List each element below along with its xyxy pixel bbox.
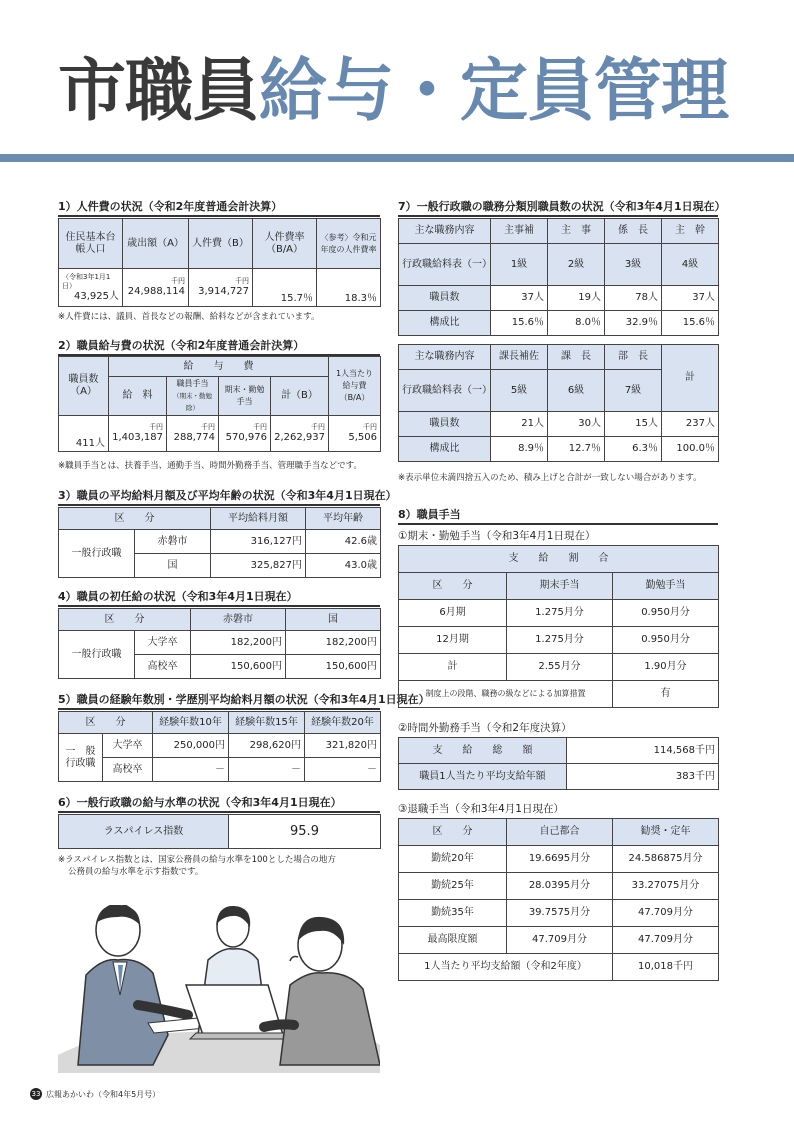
s5-header: 経験年数20年 [305, 712, 381, 734]
s7-t2-count: 237人 [662, 412, 719, 437]
s7-t1-grade: 2級 [548, 244, 605, 286]
s8-t3-b: 47.709月分 [613, 900, 719, 927]
s5-row-label: 大学卒 [103, 734, 153, 758]
s2-unit: 千円 [253, 423, 267, 431]
s7-t1-grade-label: 行政職給料表（一） [399, 244, 491, 286]
s5-table [58, 711, 381, 782]
s2-header: 1人当たり給与費（B/A） [329, 357, 381, 416]
s2-header: 計（B） [271, 377, 329, 416]
s4-header: 区 分 [59, 609, 191, 631]
s4-header: 赤磐市 [191, 609, 286, 631]
s8-t1-a: 2.55月分 [507, 654, 613, 681]
s7-t1-count-label: 職員数 [399, 286, 491, 311]
footer [30, 1088, 160, 1100]
s7-t1-ratio-label: 構成比 [399, 311, 491, 336]
s1-table [58, 218, 381, 307]
s8-t3-b: 47.709月分 [613, 927, 719, 954]
s2-value: 288,774 [173, 432, 215, 443]
s2-table [58, 356, 381, 452]
s1-unit: 千円 [235, 277, 249, 285]
s8-t3-row-label: 勤続25年 [399, 873, 507, 900]
s8-t2-r2-label: 職員1人当たり平均支給年額 [399, 764, 567, 790]
s7-t1-duty: 係 長 [605, 219, 662, 244]
s1-value: 43,925人 [74, 290, 119, 302]
s3-table [58, 507, 381, 578]
s5-value: － [153, 758, 229, 782]
s8-t3-b: 24.586875月分 [613, 846, 719, 873]
s7-t1-count: 19人 [548, 286, 605, 311]
s7-t2-duty: 課長補佐 [491, 345, 548, 370]
s7-t2-ratio: 6.3％ [605, 437, 662, 462]
title-part1: 市職員 [58, 52, 260, 131]
s8-t1-row-label: 6月期 [399, 600, 507, 627]
s7-note: ※表示単位未満四捨五入のため、積み上げと合計が一致しない場合があります。 [398, 473, 702, 483]
s2-header: 給 与 費 [109, 357, 329, 377]
s3-salary: 316,127円 [211, 530, 306, 554]
s8-t3-header: 自己都合 [507, 819, 613, 846]
s8-t3-row-label: 勤続35年 [399, 900, 507, 927]
s8-t3-a: 47.709月分 [507, 927, 613, 954]
s5-value: 250,000円 [153, 734, 229, 758]
footer-text: 広報あかいわ（令和4年5月号） [46, 1089, 161, 1099]
s7-heading: 7）一般行政職の職務分類別職員数の状況（令和3年4月1日現在） [398, 200, 718, 217]
business-meeting-illustration [58, 905, 380, 1073]
s1-value: 15.7％ [253, 269, 317, 307]
page-number: 33 [31, 1090, 41, 1098]
s6-label: ラスパイレス指数 [59, 815, 229, 849]
s3-header: 平均給料月額 [211, 508, 306, 530]
s5-heading: 5）職員の経験年数別・学歴別平均給料月額の状況（令和3年4月1日現在） [58, 693, 380, 710]
s7-t1-grade: 1級 [491, 244, 548, 286]
s6-value: 95.9 [229, 815, 381, 849]
s5-group: 行政職 [65, 757, 96, 769]
s7-t2-count-label: 職員数 [399, 412, 491, 437]
s6-table [58, 814, 381, 849]
s7-t2-duty: 課 長 [548, 345, 605, 370]
s8-t1-b: 0.950月分 [613, 600, 719, 627]
s7-t2-grade: 5級 [491, 370, 548, 412]
s8-table1 [398, 545, 719, 708]
s7-t1-duty: 主 幹 [662, 219, 719, 244]
s8-t1-a: 1.275月分 [507, 627, 613, 654]
s7-t2-count: 15人 [605, 412, 662, 437]
s8-table2 [398, 737, 719, 790]
s8-t1-header: 区 分 [399, 573, 507, 600]
s4-nat: 150,600円 [286, 655, 381, 679]
s5-value: － [229, 758, 305, 782]
s6-note: ※ラスパイレス指数とは、国家公務員の給与水準を100とした場合の地方 [58, 855, 336, 865]
s8-t1-row-label: 12月期 [399, 627, 507, 654]
s8-heading: 8）職員手当 [398, 508, 718, 525]
s8-t3-row-label: 最高限度額 [399, 927, 507, 954]
s7-t1-duty: 主事補 [491, 219, 548, 244]
s7-t1-ratio: 15.6％ [662, 311, 719, 336]
s4-header: 国 [286, 609, 381, 631]
s7-t1-ratio: 32.9％ [605, 311, 662, 336]
s8-t1-b: 1.90月分 [613, 654, 719, 681]
s7-table1 [398, 218, 719, 336]
s8-t3-header: 区 分 [399, 819, 507, 846]
s2-unit: 千円 [311, 423, 325, 431]
s8-t3-a: 28.0395月分 [507, 873, 613, 900]
s5-value: 298,620円 [229, 734, 305, 758]
title-part2: 給与・定員管理 [259, 52, 729, 131]
s1-heading: 1）人件費の状況（令和2年度普通会計決算） [58, 200, 380, 217]
s7-t1-duty: 主 事 [548, 219, 605, 244]
s8-t3-b: 33.27075月分 [613, 873, 719, 900]
s3-row-label: 赤磐市 [135, 530, 211, 554]
s7-t2-total-label: 計 [662, 345, 719, 412]
s8-t3-row-label: 勤続20年 [399, 846, 507, 873]
s8-t1-extra-label: 制度上の段階、職務の級などによる加算措置 [399, 681, 613, 708]
s8-t3-header: 勧奨・定年 [613, 819, 719, 846]
s1-header: 歳出額（A） [123, 219, 189, 269]
s8-t3-last-label: 1人当たり平均支給額（令和2年度） [399, 954, 613, 981]
s7-t2-grade: 6級 [548, 370, 605, 412]
s2-header-sub: （期末・勤勉除） [173, 392, 212, 412]
s7-t2-duty: 部 長 [605, 345, 662, 370]
s3-header: 平均年齢 [306, 508, 381, 530]
s3-salary: 325,827円 [211, 554, 306, 578]
s2-value: 1,403,187 [112, 432, 163, 443]
s3-age: 43.0歳 [306, 554, 381, 578]
s5-row-label: 高校卒 [103, 758, 153, 782]
s3-group: 一般行政職 [59, 530, 135, 578]
s2-note: ※職員手当とは、扶養手当、通勤手当、時間外勤務手当、管理職手当などです。 [58, 461, 362, 471]
s3-heading: 3）職員の平均給料月額及び平均年齢の状況（令和3年4月1日現在） [58, 489, 380, 506]
s2-value: 411人 [59, 416, 109, 452]
s7-t1-duty-label: 主な職務内容 [399, 219, 491, 244]
s7-t2-grade: 7級 [605, 370, 662, 412]
s3-row-label: 国 [135, 554, 211, 578]
s8-t1-row-label: 計 [399, 654, 507, 681]
s3-header: 区 分 [59, 508, 211, 530]
s7-t2-count: 21人 [491, 412, 548, 437]
s1-header: 人件費（B） [189, 219, 253, 269]
s8-t1-a: 1.275月分 [507, 600, 613, 627]
s1-unit: 千円 [171, 277, 185, 285]
s2-header: 給 料 [109, 377, 167, 416]
s7-t1-count: 37人 [662, 286, 719, 311]
s1-date-note: （令和3年1月1日） [62, 272, 111, 290]
s4-table [58, 608, 381, 679]
s5-group: 一 般 [65, 745, 96, 757]
page-title [58, 52, 728, 132]
s4-city: 150,600円 [191, 655, 286, 679]
s2-unit: 千円 [363, 423, 377, 431]
s7-t2-ratio: 12.7％ [548, 437, 605, 462]
s6-heading: 6）一般行政職の給与水準の状況（令和3年4月1日現在） [58, 796, 380, 813]
title-bar [0, 154, 794, 162]
s7-t2-count: 30人 [548, 412, 605, 437]
s8-t2-r1-label: 支 給 総 額 [399, 738, 567, 764]
s8-t3-a: 19.6695月分 [507, 846, 613, 873]
s5-header: 区 分 [59, 712, 153, 734]
s8-sub2: ②時間外勤務手当（令和2年度決算） [398, 722, 572, 734]
s6-note: 公務員の給与水準を示す指数です。 [68, 867, 204, 877]
s4-row-label: 高校卒 [135, 655, 191, 679]
s2-value: 570,976 [225, 432, 267, 443]
s7-t2-duty-label: 主な職務内容 [399, 345, 491, 370]
s1-value: 18.3％ [317, 269, 381, 307]
s2-header: 職員手当 [176, 379, 209, 388]
s1-header: 人件費率（B/A） [253, 219, 317, 269]
s8-t2-r1-value: 114,568千円 [567, 738, 719, 764]
s7-t2-ratio: 100.0％ [662, 437, 719, 462]
s3-age: 42.6歳 [306, 530, 381, 554]
s7-table2 [398, 344, 719, 462]
s8-table3 [398, 818, 719, 981]
s2-unit: 千円 [201, 423, 215, 431]
s4-group: 一般行政職 [59, 631, 135, 679]
s7-t1-count: 37人 [491, 286, 548, 311]
s1-value: 3,914,727 [198, 286, 249, 297]
s8-sub1: ①期末・勤勉手当（令和3年4月1日現在） [398, 530, 596, 542]
s5-header: 経験年数10年 [153, 712, 229, 734]
s8-t2-r2-value: 383千円 [567, 764, 719, 790]
s2-header: 期末・勤勉手当 [219, 377, 271, 416]
s5-value: － [305, 758, 381, 782]
s1-value: 24,988,114 [127, 286, 185, 297]
s7-t1-count: 78人 [605, 286, 662, 311]
s4-nat: 182,200円 [286, 631, 381, 655]
s4-heading: 4）職員の初任給の状況（令和3年4月1日現在） [58, 590, 380, 607]
s4-row-label: 大学卒 [135, 631, 191, 655]
s2-heading: 2）職員給与費の状況（令和2年度普通会計決算） [58, 339, 380, 356]
s5-value: 321,820円 [305, 734, 381, 758]
s8-t1-extra-value: 有 [613, 681, 719, 708]
s8-t1-header: 期末手当 [507, 573, 613, 600]
s8-t3-last-value: 10,018千円 [613, 954, 719, 981]
s1-note: ※人件費には、議員、首長などの報酬、給料などが含まれています。 [58, 312, 320, 322]
s2-value: 5,506 [348, 432, 377, 443]
s4-city: 182,200円 [191, 631, 286, 655]
s1-header: 住民基本台帳人口 [59, 219, 123, 269]
s7-t2-grade-label: 行政職給料表（一） [399, 370, 491, 412]
s7-t2-ratio: 8.9％ [491, 437, 548, 462]
s7-t1-ratio: 8.0％ [548, 311, 605, 336]
s8-t1-header: 勤勉手当 [613, 573, 719, 600]
s2-unit: 千円 [149, 423, 163, 431]
s7-t1-grade: 4級 [662, 244, 719, 286]
s8-t3-a: 39.7575月分 [507, 900, 613, 927]
s7-t1-grade: 3級 [605, 244, 662, 286]
s5-header: 経験年数15年 [229, 712, 305, 734]
s2-header: 職員数（A） [59, 357, 109, 416]
s8-t1-b: 0.950月分 [613, 627, 719, 654]
s8-sub3: ③退職手当（令和3年4月1日現在） [398, 803, 564, 815]
s7-t2-ratio-label: 構成比 [399, 437, 491, 462]
s2-value: 2,262,937 [274, 432, 325, 443]
s7-t1-ratio: 15.6％ [491, 311, 548, 336]
s1-header: 〈参考〉令和元年度の人件費率 [317, 219, 381, 269]
s8-t1-group: 支 給 割 合 [399, 546, 719, 573]
